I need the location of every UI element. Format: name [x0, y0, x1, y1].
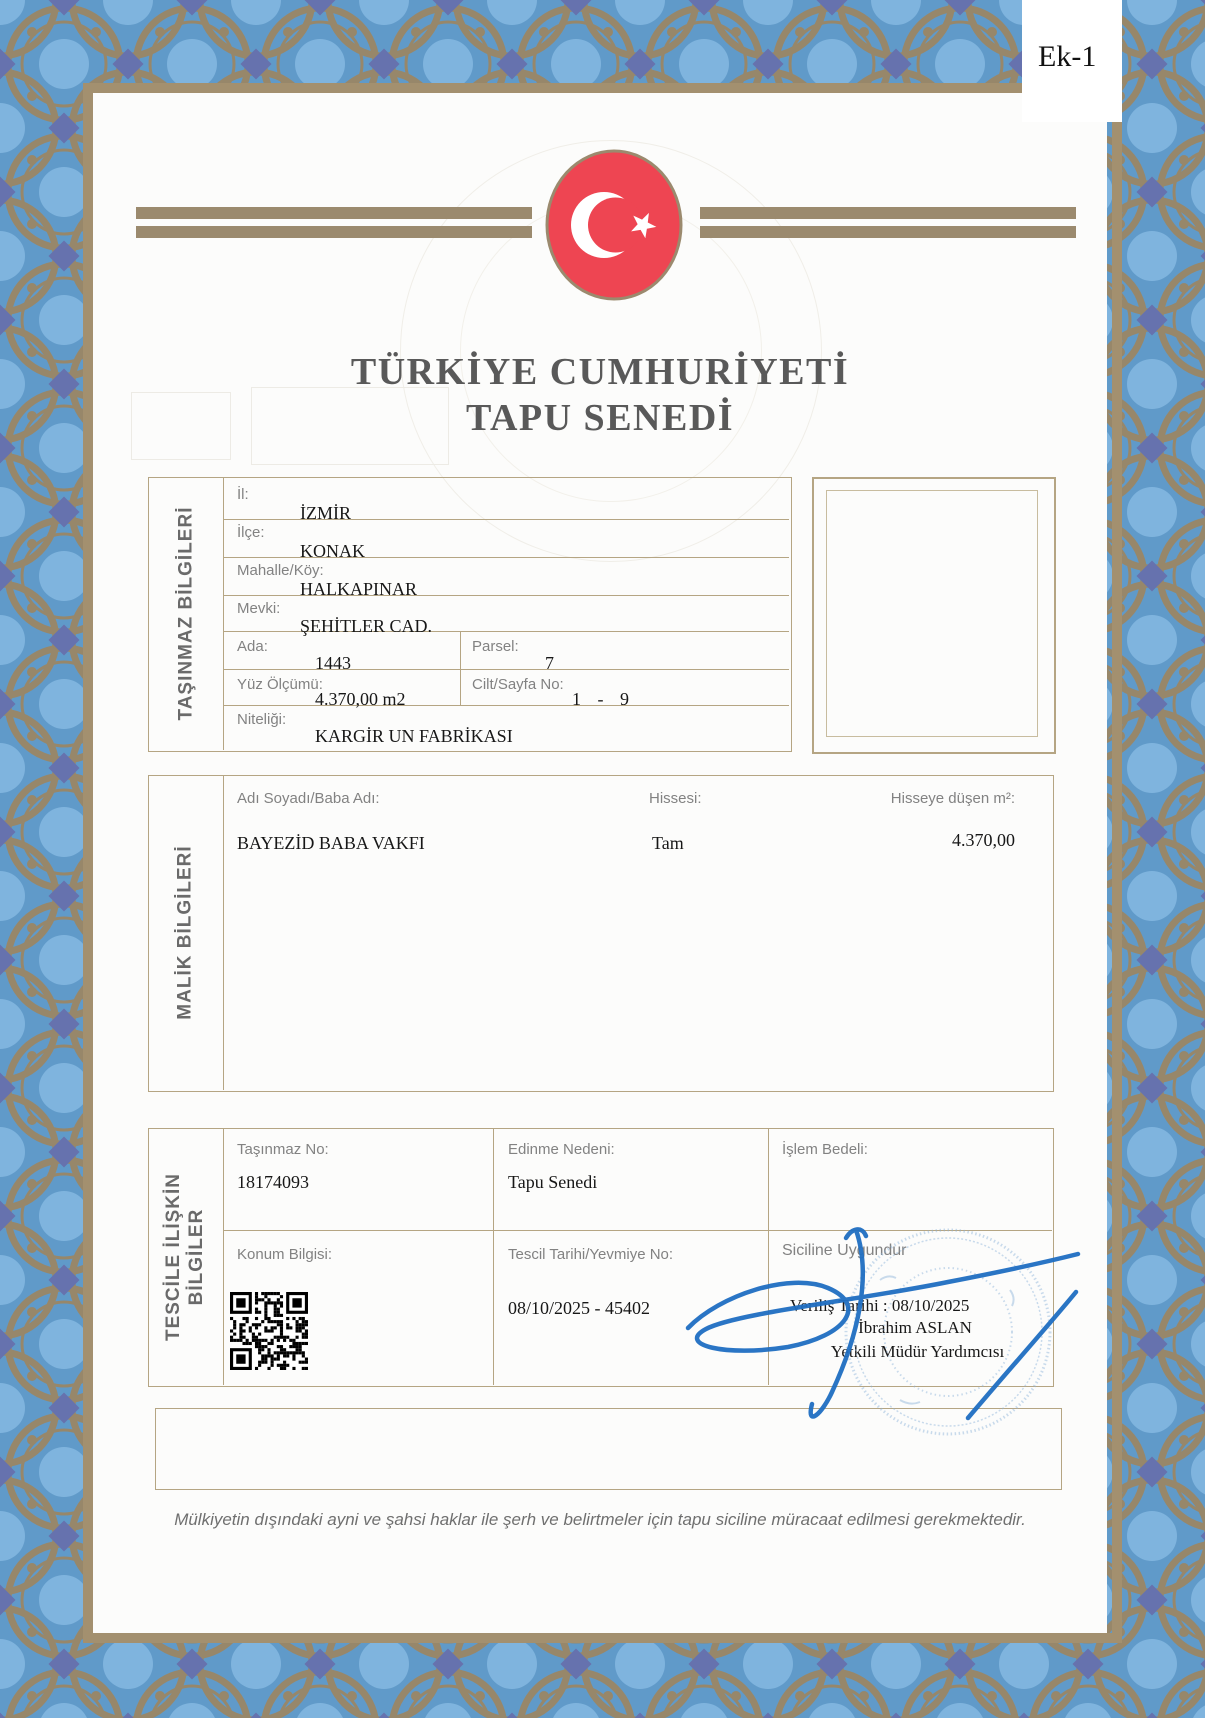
tasinmazno-label: Taşınmaz No: — [237, 1141, 329, 1158]
field-parsel-label: Parsel: — [472, 638, 519, 655]
section-tescil-label-line2: BİLGİLER — [186, 1208, 208, 1305]
verilis-tarihi: Veriliş Tarihi : 08/10/2025 — [790, 1296, 970, 1315]
field-il-label: İl: — [237, 486, 249, 503]
tescil-col-divider-1 — [493, 1128, 494, 1385]
document-subtitle: TAPU SENEDİ — [465, 397, 735, 439]
konum-label: Konum Bilgisi: — [237, 1246, 333, 1263]
field-cilt-label: Cilt/Sayfa No: — [472, 676, 564, 693]
field-ada-value: 1443 — [315, 653, 351, 673]
field-yuzolcumu-label: Yüz Ölçümü: — [237, 676, 323, 693]
tasinmaz-strip-divider — [223, 477, 224, 750]
field-il-value: İZMİR — [300, 503, 351, 523]
photo-box-inner — [826, 490, 1038, 737]
section-tescil-side — [148, 1128, 223, 1385]
section-malik-side — [148, 775, 223, 1090]
field-nitelik-label: Niteliği: — [237, 711, 287, 728]
section-tasinmaz-label: TAŞINMAZ BİLGİLERİ — [175, 506, 196, 721]
qr-code — [230, 1292, 308, 1370]
field-mevki-label: Mevki: — [237, 600, 281, 617]
edinme-label: Edinme Nedeni: — [508, 1141, 615, 1158]
field-cilt-value: 1 - 9 — [572, 689, 635, 709]
tasinmazno-value: 18174093 — [237, 1172, 309, 1192]
ada-parsel-divider — [460, 631, 461, 705]
section-malik-box — [148, 775, 1054, 1092]
field-ilce-value: KONAK — [300, 541, 365, 561]
field-nitelik-value: KARGİR UN FABRİKASI — [315, 726, 513, 746]
notes-box-empty — [155, 1408, 1062, 1490]
attachment-label: Ek-1 — [1038, 40, 1097, 73]
field-mahalle-label: Mahalle/Köy: — [237, 562, 324, 579]
owner-share-area: 4.370,00 — [952, 830, 1015, 850]
field-mahalle-value: HALKAPINAR — [300, 579, 417, 599]
malik-header-share: Hissesi: — [649, 790, 702, 807]
section-tasinmaz-side — [148, 477, 223, 750]
malik-strip-divider — [223, 775, 224, 1090]
section-tescil-label — [163, 1172, 209, 1340]
field-mevki-value: ŞEHİTLER CAD. — [300, 616, 432, 636]
field-rule — [223, 669, 789, 670]
malik-header-name: Adı Soyadı/Baba Adı: — [237, 790, 380, 807]
malik-header-share-area: Hisseye düşen m²: — [890, 790, 1015, 807]
tescil-tarihi-label: Tescil Tarihi/Yevmiye No: — [508, 1246, 674, 1263]
footer-note: Mülkiyetin dışındaki ayni ve şahsi haklar ile şerh ve belirtmeler için tapu siciline müracaat edilmesi gerekmektedir. — [174, 1510, 1026, 1529]
field-ilce-label: İlçe: — [237, 524, 265, 541]
tescil-strip-divider — [223, 1128, 224, 1385]
owner-share: Tam — [652, 833, 684, 853]
header-rule-right-2 — [700, 226, 1076, 238]
document-title: TÜRKİYE CUMHURİYETİ — [350, 351, 850, 393]
header-rule-right — [700, 207, 1076, 219]
turkish-flag-emblem — [544, 148, 684, 303]
tescil-row-divider — [223, 1230, 1052, 1231]
tescil-tarihi-value: 08/10/2025 - 45402 — [508, 1298, 650, 1318]
siciline-uygundur-label: Siciline Uygundur — [782, 1242, 907, 1259]
section-malik-label: MALİK BİLGİLERİ — [175, 845, 197, 1020]
field-yuzolcumu-value: 4.370,00 m2 — [315, 689, 406, 709]
section-tescil-label-line1: TESCİLE İLİŞKİN — [163, 1172, 185, 1341]
header-rule-left — [136, 207, 532, 219]
officer-title: Yetkili Müdür Yardımcısı — [830, 1342, 1005, 1361]
islem-label: İşlem Bedeli: — [782, 1141, 868, 1158]
header-rule-left-2 — [136, 226, 532, 238]
field-rule — [223, 705, 789, 706]
attachment-notch — [1022, 0, 1122, 122]
officer-name: İbrahim ASLAN — [858, 1318, 972, 1337]
owner-name: BAYEZİD BABA VAKFI — [237, 833, 425, 853]
field-parsel-value: 7 — [545, 653, 554, 673]
field-ada-label: Ada: — [237, 638, 268, 655]
edinme-value: Tapu Senedi — [508, 1172, 598, 1192]
tescil-col-divider-2 — [768, 1128, 769, 1385]
